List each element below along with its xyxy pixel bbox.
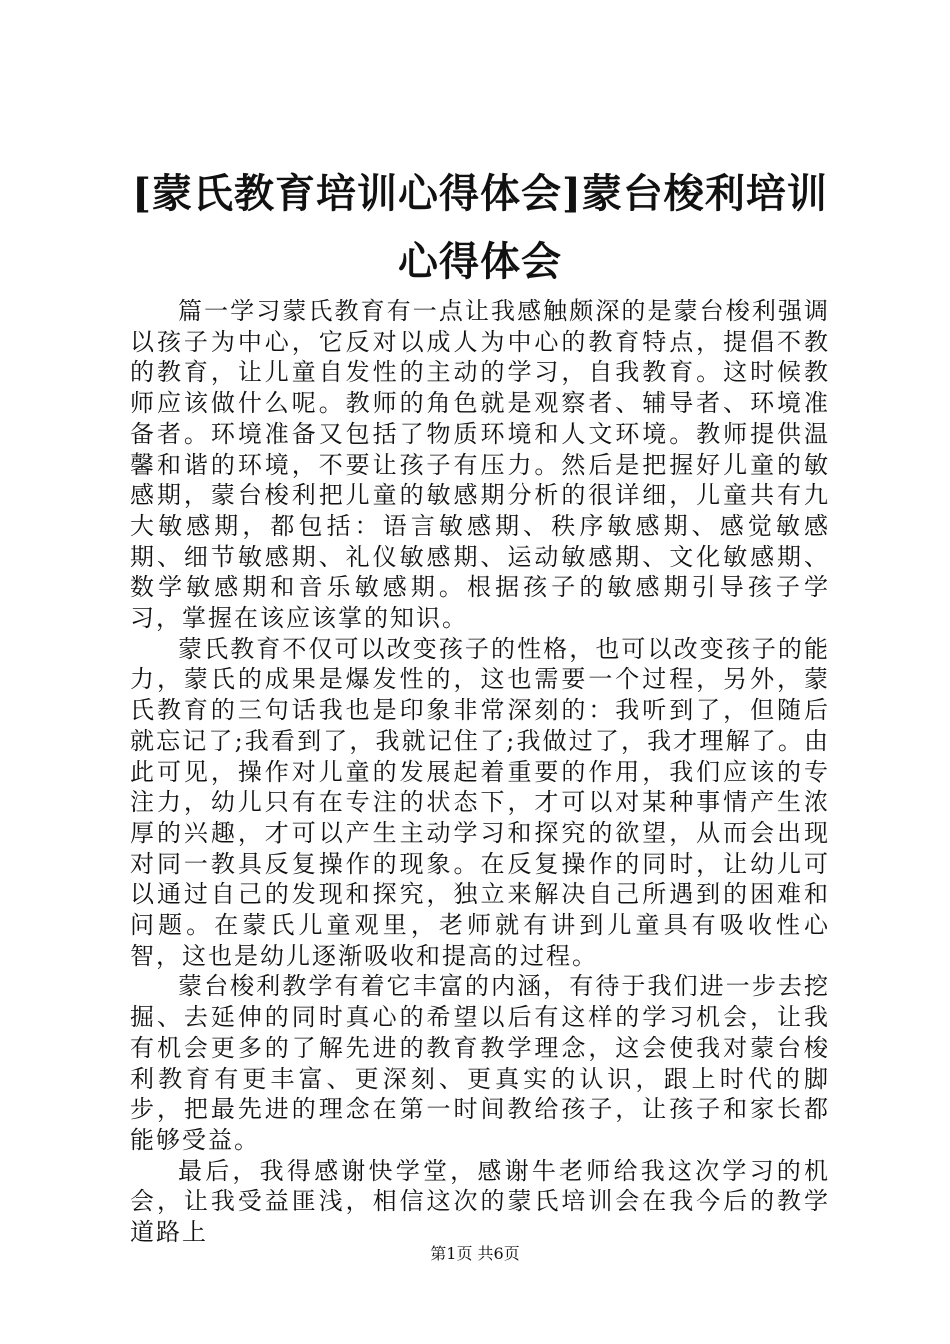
paragraph-3: 蒙台梭利教学有着它丰富的内涵，有待于我们进一步去挖掘、去延伸的同时真心的希望以后有这样的学习机会，让我有机会更多的了解先进的教育教学理念，这会使我对蒙台梭利教育有更丰富、更深刻、更真实的认识，跟上时代的脚步，把最先进的理念在第一时间教给孩子，让孩子和家长都能够受益。 — [130, 972, 830, 1154]
document-body — [130, 296, 830, 1248]
document-title: [蒙氏教育培训心得体会]蒙台梭利培训心得体会 — [132, 170, 828, 285]
paragraph-4: 最后，我得感谢快学堂，感谢牛老师给我这次学习的机会，让我受益匪浅，相信这次的蒙氏培训会在我今后的教学道路上 — [130, 1156, 830, 1247]
paragraph-1: 篇一学习蒙氏教育有一点让我感触颇深的是蒙台梭利强调以孩子为中心，它反对以成人为中心的教育特点，提倡不教的教育，让儿童自发性的主动的学习，自我教育。这时候教师应该做什么呢。教师的角色就是观察者、辅导者、环境准备者。环境准备又包括了物质环境和人文环境。教师提供温馨和谐的环境，不要让孩子有压力。然后是把握好儿童的敏感期，蒙台梭利把儿童的敏感期分析的很详细，儿童共有九大敏感期，都包括：语言敏感期、秩序敏感期、感觉敏感期、细节敏感期、礼仪敏感期、运动敏感期、文化敏感期、数学敏感期和音乐敏感期。根据孩子的敏感期引导孩子学习，掌握在该应该掌的知识。 — [130, 297, 830, 633]
page-number-footer: 第1页 共6页 — [430, 1244, 520, 1263]
paragraph-2: 蒙氏教育不仅可以改变孩子的性格，也可以改变孩子的能力，蒙氏的成果是爆发性的，这也需要一个过程，另外，蒙氏教育的三句话我也是印象非常深刻的：我听到了，但随后就忘记了;我看到了，我就记住了;我做过了，我才理解了。由此可见，操作对儿童的发展起着重要的作用，我们应该的专注力，幼儿只有在专注的状态下，才可以对某种事情产生浓厚的兴趣，才可以产生主动学习和探究的欲望，从而会出现对同一教具反复操作的现象。在反复操作的同时，让幼儿可以通过自己的发现和探究，独立来解决自己所遇到的困难和问题。在蒙氏儿童观里，老师就有讲到儿童具有吸收性心智，这也是幼儿逐渐吸收和提高的过程。 — [130, 634, 830, 970]
